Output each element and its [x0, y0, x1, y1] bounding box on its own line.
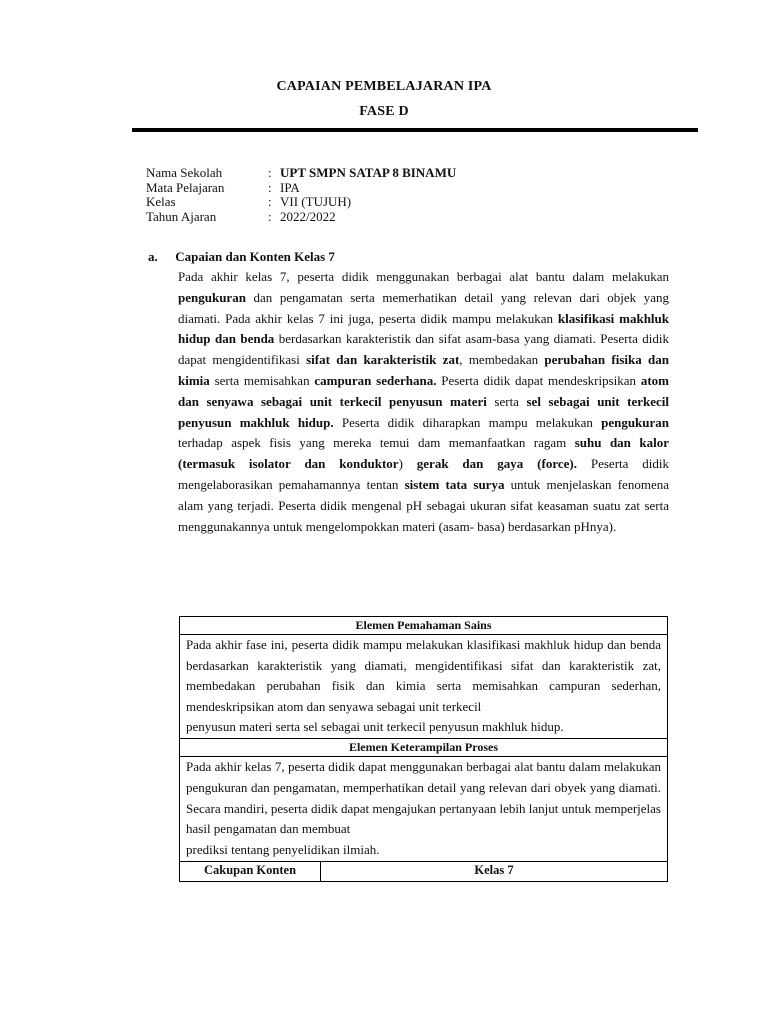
paragraph-bold-run: sifat dan karakteristik zat [306, 352, 460, 368]
meta-label: Nama Sekolah [146, 165, 223, 180]
title-divider [132, 128, 698, 132]
paragraph-bold-run: klasifikasi makhluk hidup dan benda [178, 310, 669, 347]
paragraph-run: serta memisahkan [209, 372, 315, 388]
section-title: Capaian dan Konten Kelas 7 [175, 249, 335, 264]
paragraph-run: Peserta didik diharapkan mampu melakukan [333, 414, 602, 430]
meta-colon: : [268, 179, 272, 195]
section-marker: a. [148, 249, 158, 264]
table-header-cakupan: Cakupan Konten [180, 861, 321, 881]
paragraph-bold-run: pengukuran [178, 289, 246, 305]
paragraph-run: terhadap aspek fisis yang mereka temui dam memanfaatkan ragam [178, 435, 575, 451]
cell-text-last: penyusun materi serta sel sebagai unit terkecil penyusun makhluk hidup. [186, 719, 564, 735]
paragraph-bold-run: campuran sederhana. [314, 372, 437, 388]
meta-label: Mata Pelajaran [146, 179, 225, 195]
meta-row-year [146, 210, 456, 225]
paragraph-bold-run: gerak dan gaya (force). [416, 456, 577, 472]
cell-text: Pada akhir kelas 7, peserta didik dapat menggunakan berbagai alat bantu dalam melakukan pengukuran dan pengamatan, memperhatikan detail yang relevan dari obyek yang diamati. Secara mandiri, peserta didik dapat mengajukan pertanyaan lebih lanjut untuk memperjelas hasil pengamatan dan membuat [186, 759, 661, 837]
meta-row-school [146, 166, 456, 181]
meta-colon: : [268, 208, 272, 224]
meta-label: Tahun Ajaran [146, 208, 217, 224]
paragraph-bold-run: atom dan senyawa sebagai unit terkecil penyusun materi [178, 372, 669, 409]
section-paragraph [178, 267, 669, 537]
meta-value-class: VII (TUJUH) [280, 194, 352, 209]
paragraph-bold-run: suhu dan kalor (termasuk isolator dan konduktor [178, 435, 669, 472]
learning-elements-table [179, 616, 668, 882]
paragraph-bold-run: perubahan fisika dan kimia [178, 352, 669, 388]
meta-value-school: UPT SMPN SATAP 8 BINAMU [280, 165, 457, 180]
table-header-kelas: Kelas 7 [321, 861, 668, 881]
meta-value-subject: IPA [280, 179, 300, 195]
cell-text-last: prediksi tentang penyelidikan ilmiah. [186, 841, 380, 857]
meta-label: Kelas [146, 194, 176, 209]
table-header-keterampilan: Elemen Keterampilan Proses [180, 739, 668, 757]
document-title: CAPAIAN PEMBELAJARAN IPA [276, 79, 492, 94]
document-subtitle: FASE D [359, 104, 409, 119]
section-heading [148, 249, 335, 265]
meta-colon: : [268, 194, 272, 209]
paragraph-run: untuk menjelaskan fenomena alam yang terjadi. Peserta didik mengenal pH sebagai ukuran sifat keasaman suatu zat serta menggunakannya untuk mengelompokkan materi (asam- basa) berdasarkan pHnya). [178, 476, 669, 534]
meta-colon: : [268, 165, 272, 180]
paragraph-run: Pada akhir kelas 7, peserta didik menggunakan berbagai alat bantu dalam melakukan [178, 269, 669, 284]
table-cell-keterampilan [180, 757, 668, 861]
paragraph-run: , membedakan [459, 352, 545, 368]
cell-text: Pada akhir fase ini, peserta didik mampu melakukan klasifikasi makhluk hidup dan benda berdasarkan karakteristik yang diamati, mengidentifikasi sifat dan karakteristik zat, membedakan perubahan fisik dan kimia serta memisahkan campuran sederhan, mendeskripsikan atom dan senyawa sebagai unit terkecil [186, 637, 661, 714]
meta-row-class [146, 195, 456, 210]
paragraph-run: berdasarkan karakteristik dan sifat asam-basa yang diamati. Peserta didik dapat mengidentifikasi [178, 331, 669, 368]
table-header-pemahaman: Elemen Pemahaman Sains [180, 617, 668, 635]
paragraph-run: Peserta didik dapat mendeskripsikan [436, 372, 641, 388]
paragraph-run: serta [486, 393, 527, 409]
identity-block [146, 166, 456, 224]
paragraph-bold-run: pengukuran [601, 414, 670, 430]
paragraph-run: ) [398, 456, 417, 472]
paragraph-run: Peserta didik mengelaborasikan pemahamannya tentan [178, 456, 670, 492]
paragraph-run: dan pengamatan serta memerhatikan detail yang relevan dari objek yang diamati. Pada akhir kelas 7 ini juga, peserta didik mampu melakukan [178, 289, 669, 326]
table-cell-pemahaman [180, 635, 668, 739]
paragraph-bold-run: sel sebagai unit terkecil penyusun makhluk hidup. [178, 393, 669, 430]
paragraph-bold-run: sistem tata surya [404, 476, 505, 492]
meta-row-subject [146, 181, 456, 196]
meta-value-year: 2022/2022 [280, 208, 336, 224]
